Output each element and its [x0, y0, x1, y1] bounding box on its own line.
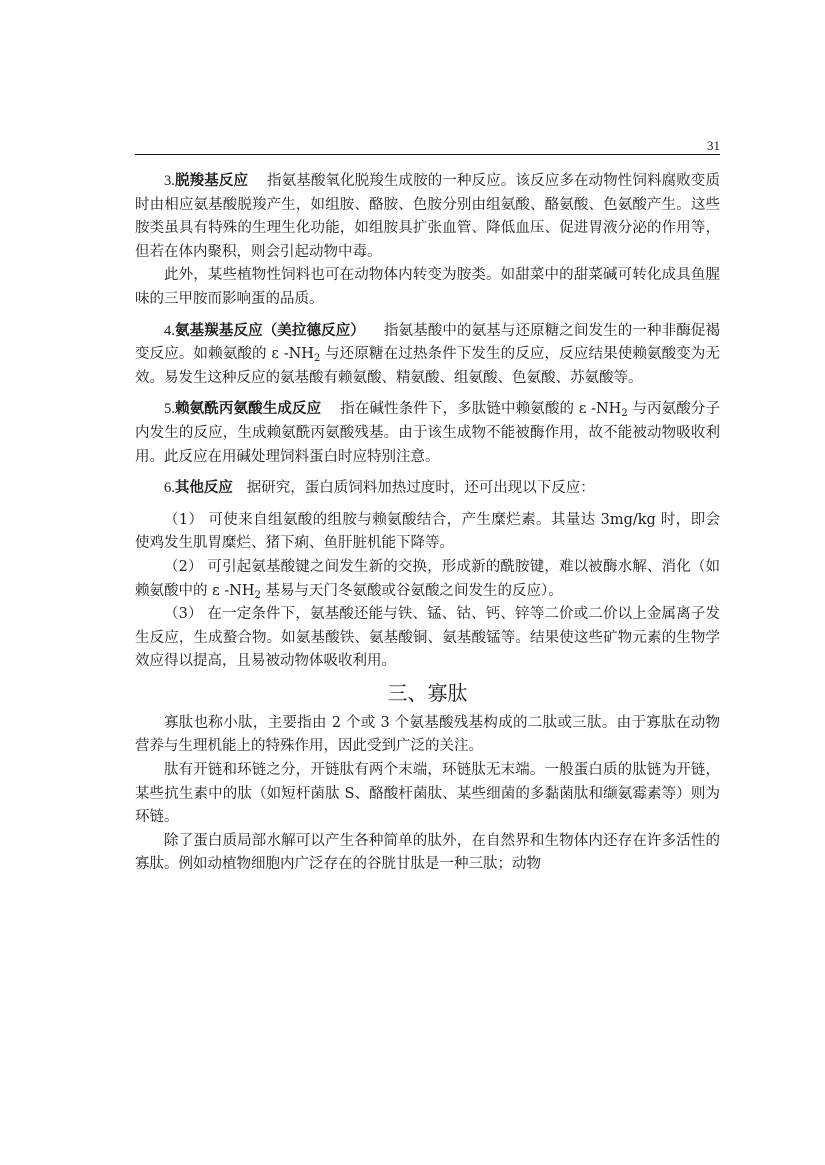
header-rule — [135, 154, 720, 155]
subscript: 2 — [621, 408, 628, 420]
section-heading: 赖氨酰丙氨酸生成反应 — [174, 401, 322, 418]
paragraph-oligopeptide-2: 肽有开链和环链之分，开链肽有两个末端，环链肽无末端。一般蛋白质的肽链为开链，某些抗生素中的肽（如短杆菌肽 S、酪酸杆菌肽、某些细菌的多黏菌肽和缬氨霉素等）则为环链。 — [135, 762, 720, 826]
section-text: 指氨基酸中的氨基与还原糖之间发生的一种非酶促褐变反应。如赖氨酸的 ε -NH — [135, 322, 720, 363]
section-number: 4. — [164, 322, 175, 339]
section-text: 与丙氨酸分子内发生的反应，生成赖氨酰丙氨酸残基。由于该生成物不能被酶作用，故不能被动物吸收利用。此反应在用碱处理饲料蛋白时应特别注意。 — [135, 401, 721, 465]
section-heading: 其他反应 — [174, 480, 233, 497]
subscript: 2 — [254, 589, 261, 601]
list-item-text: （2） 可引起氨基酸键之间发生新的交换，形成新的酰胺键，难以被酶水解、消化（如赖氨酸中的 ε -NH — [135, 558, 720, 599]
page-number: 31 — [707, 138, 720, 153]
list-item-2 — [135, 556, 720, 603]
section-text: 据研究，蛋白质饲料加热过度时，还可出现以下反应： — [246, 480, 595, 497]
section-title-oligopeptide: 三、寡肽 — [387, 680, 468, 705]
paragraph-oligopeptide-3: 除了蛋白质局部水解可以产生各种简单的肽外，在自然界和生物体内还存在许多活性的寡肽。例如动植物细胞内广泛存在的谷胱甘肽是一种三肽；动物 — [135, 832, 720, 873]
list-item-1: （1） 可使来自组氨酸的组胺与赖氨酸结合，产生糜烂素。其量达 3mg/kg 时，即会使鸡发生肌胃糜烂、猪下痢、鱼肝脏机能下降等。 — [135, 511, 720, 552]
section-number: 3. — [164, 173, 175, 189]
paragraph-decarboxylation-2: 此外，某些植物性饲料也可在动物体内转变为胺类。如甜菜中的甜菜碱可转化成具鱼腥味的三甲胺而影响蛋的品质。 — [135, 267, 720, 307]
section-number: 5. — [164, 401, 175, 418]
section-text: 与还原糖在过热条件下发生的反应，反应结果使赖氨酸变为无效。易发生这种反应的氨基酸有赖氨酸、精氨酸、组氨酸、色氨酸、苏氨酸等。 — [135, 346, 721, 386]
section-number: 6. — [164, 480, 175, 497]
paragraph-oligopeptide-1: 寡肽也称小肽，主要指由 2 个或 3 个氨基酸残基构成的二肽或三肽。由于寡肽在动物营养与生理机能上的特殊作用，因此受到广泛的关注。 — [135, 714, 720, 755]
list-item-text: 基易与天门冬氨酸或谷氨酸之间发生的反应）。 — [260, 582, 563, 599]
section-heading: 脱羧基反应 — [174, 173, 249, 189]
page-body — [135, 170, 720, 877]
section-text: 指氨基酸氧化脱羧生成胺的一种反应。该反应多在动物性饲料腐败变质时由相应氨基酸脱羧产生，如组胺、酪胺、色胺分别由组氨酸、酪氨酸、色氨酸产生。这些胺类虽具有特殊的生理生化功能，如组胺具扩张血管、降低血压、促进胃液分泌的作用等，但若在体内聚积，则会引起动物中毒。 — [135, 173, 720, 260]
paragraph-other — [135, 477, 720, 501]
section-heading: 氨基羰基反应（美拉德反应） — [174, 322, 366, 339]
subscript: 2 — [313, 353, 321, 365]
list-item-3: （3） 在一定条件下，氨基酸还能与铁、锰、钴、钙、锌等二价或二价以上金属离子发生反应，生成螯合物。如氨基酸铁、氨基酸铜、氨基酸锰等。结果使这些矿物元素的生物学效应得以提高，且易被动物体吸收利用。 — [135, 606, 720, 670]
paragraph-lysinoalanine — [135, 398, 720, 469]
paragraph-decarboxylation — [135, 170, 720, 264]
paragraph-maillard — [135, 320, 720, 391]
section-text: 指在碱性条件下，多肽链中赖氨酸的 ε -NH — [340, 401, 622, 418]
